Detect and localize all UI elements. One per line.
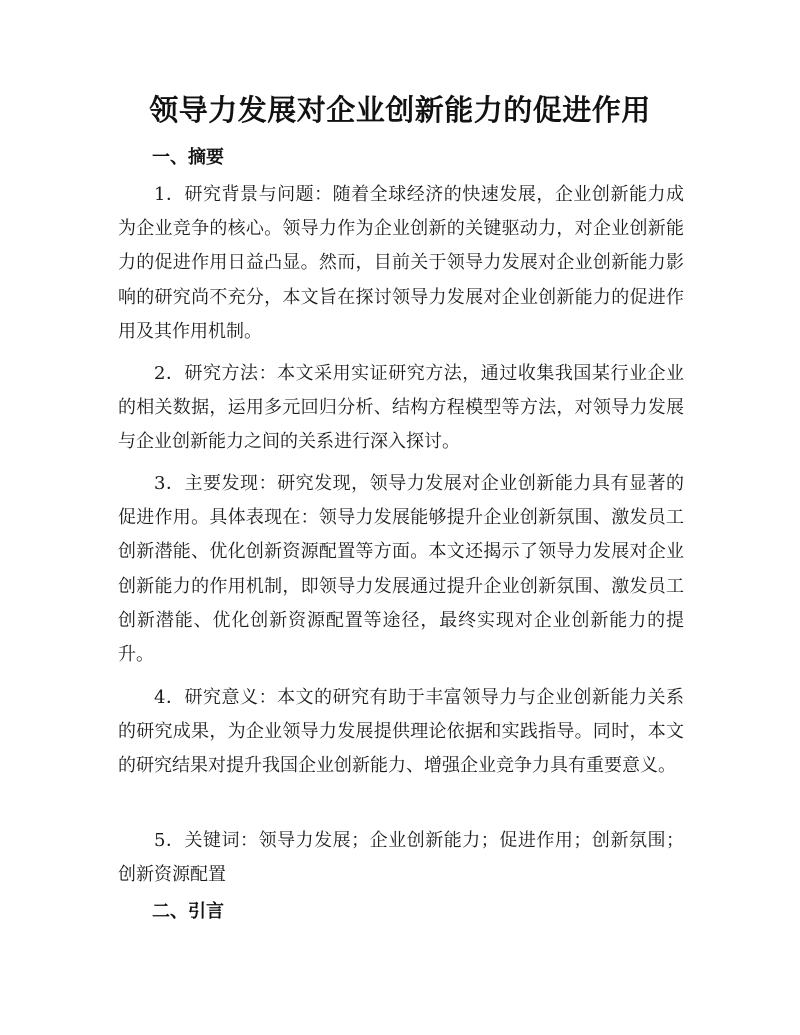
paragraph-keywords: 5．关键词：领导力发展；企业创新能力；促进作用；创新氛围；创新资源配置 bbox=[118, 830, 684, 886]
section-heading-introduction: 二、引言 bbox=[152, 901, 224, 922]
paragraph-significance: 4．研究意义：本文的研究有助于丰富领导力与企业创新能力关系的研究成果，为企业领导力发展提供理论依据和实践指导。同时，本文的研究结果对提升我国企业创新能力、增强企业竞争力具有重要意义。 bbox=[118, 687, 684, 777]
document-title: 领导力发展对企业创新能力的促进作用 bbox=[149, 93, 651, 127]
paragraph-findings: 3．主要发现：研究发现，领导力发展对企业创新能力具有显著的促进作用。具体表现在：领导力发展能够提升企业创新氛围、激发员工创新潜能、优化创新资源配置等方面。本文还揭示了领导力发展对企业创新能力的作用机制，即领导力发展通过提升企业创新氛围、激发员工创新潜能、优化创新资源配置等途径，最终实现对企业创新能力的提升。 bbox=[118, 473, 684, 666]
paragraph-background: 1．研究背景与问题：随着全球经济的快速发展，企业创新能力成为企业竞争的核心。领导力作为企业创新的关键驱动力，对企业创新能力的促进作用日益凸显。然而，目前关于领导力发展对企业创新能力影响的研究尚不充分，本文旨在探讨领导力发展对企业创新能力的促进作用及其作用机制。 bbox=[118, 184, 684, 342]
section-heading-abstract: 一、摘要 bbox=[152, 147, 224, 168]
paragraph-methods: 2．研究方法：本文采用实证研究方法，通过收集我国某行业企业的相关数据，运用多元回归分析、结构方程模型等方法，对领导力发展与企业创新能力之间的关系进行深入探讨。 bbox=[118, 363, 684, 453]
